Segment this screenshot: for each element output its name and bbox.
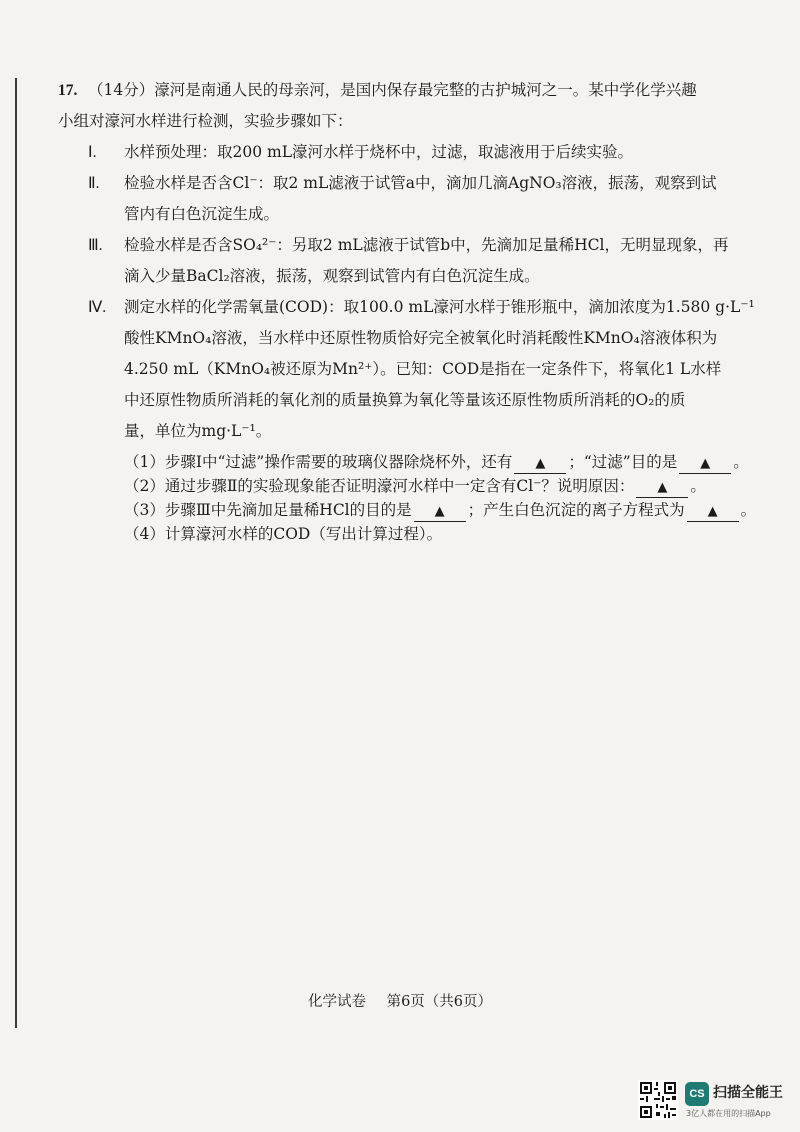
step-4-line-3: 4.250 mL（KMnO₄被还原为Mn²⁺）。已知：COD是指在一定条件下，将氧化1 L水样 xyxy=(124,360,722,378)
sub-question-3: （3）步骤Ⅲ中先滴加足量稀HCl的目的是 ▲ ；产生白色沉淀的离子方程式为 ▲ 。 xyxy=(58,498,738,522)
page-footer xyxy=(0,990,800,1011)
step-4-line-4: 中还原性物质所消耗的氧化剂的质量换算为氧化等量该还原性物质所消耗的O₂的质 xyxy=(124,391,686,409)
camscanner-logo-icon: CS xyxy=(685,1082,709,1106)
question-17 xyxy=(58,78,757,546)
step-3: Ⅲ. 检验水样是否含SO₄²⁻：另取2 mL滤液于试管b中，先滴加足量稀HCl，无明显现象，再 xyxy=(58,233,738,257)
step-1: Ⅰ. 水样预处理：取200 mL濠河水样于烧杯中，过滤，取滤液用于后续实验。 xyxy=(58,140,738,164)
step-4-line-2: 酸性KMnO₄溶液，当水样中还原性物质恰好完全被氧化时消耗酸性KMnO₄溶液体积为 xyxy=(124,329,718,347)
footer-subject: 化学试卷 xyxy=(307,994,366,1010)
answer-blank[interactable]: ▲ xyxy=(636,479,688,498)
question-number: 17. xyxy=(58,82,78,99)
binding-margin-line xyxy=(15,78,17,1028)
question-intro-line-1: 17. （14分）濠河是南通人民的母亲河，是国内保存最完整的古护城河之一。某中学化学兴趣 xyxy=(58,78,738,102)
answer-blank[interactable]: ▲ xyxy=(414,503,466,522)
step-2: Ⅱ. 检验水样是否含Cl⁻：取2 mL滤液于试管a中，滴加几滴AgNO₃溶液，振荡，观察到试 xyxy=(58,171,738,195)
step-2-number: Ⅱ. xyxy=(88,175,100,192)
sub-question-1: （1）步骤Ⅰ中“过滤”操作需要的玻璃仪器除烧杯外，还有 ▲ ；“过滤”目的是 ▲ 。 xyxy=(58,450,738,474)
step-3-continued: 滴入少量BaCl₂溶液，振荡，观察到试管内有白色沉淀生成。 xyxy=(124,267,540,285)
answer-blank[interactable]: ▲ xyxy=(687,503,739,522)
step-2-continued: 管内有白色沉淀生成。 xyxy=(124,205,280,223)
scanner-tagline: 3亿人都在用的扫描App xyxy=(686,1109,771,1118)
step-1-number: Ⅰ. xyxy=(88,144,97,161)
sub-question-2: （2）通过步骤Ⅱ的实验现象能否证明濠河水样中一定含有Cl⁻？说明原因： ▲ 。 xyxy=(58,474,738,498)
scanner-watermark xyxy=(638,1076,788,1124)
answer-blank[interactable]: ▲ xyxy=(679,455,731,474)
scanner-brand-name: 扫描全能王 xyxy=(713,1085,783,1101)
step-4-line-5: 量，单位为mg·L⁻¹。 xyxy=(124,422,272,440)
footer-page-number: 第6页（共6页） xyxy=(386,994,493,1010)
step-4: Ⅳ. 测定水样的化学需氧量(COD)：取100.0 mL濠河水样于锥形瓶中，滴加浓度为1.580 g·L⁻¹ xyxy=(58,295,738,319)
qr-code-icon xyxy=(638,1080,678,1120)
step-4-number: Ⅳ. xyxy=(88,299,107,316)
question-intro-line-2: 小组对濠河水样进行检测，实验步骤如下： xyxy=(58,112,353,130)
sub-question-4: （4）计算濠河水样的COD（写出计算过程）。 xyxy=(124,525,443,543)
answer-blank[interactable]: ▲ xyxy=(514,455,566,474)
step-3-number: Ⅲ. xyxy=(88,237,103,254)
